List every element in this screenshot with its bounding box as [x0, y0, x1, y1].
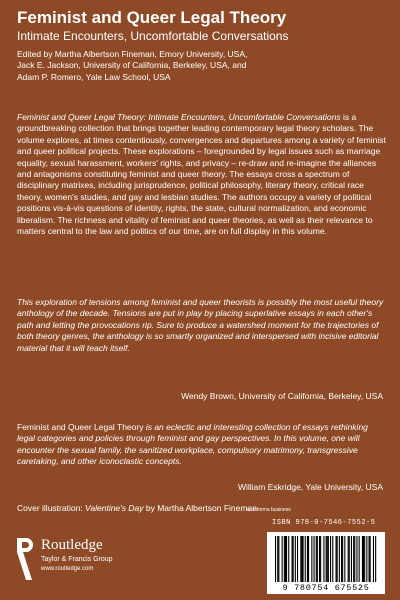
publisher-name: Routledge: [41, 537, 103, 553]
barcode-bar: [363, 536, 364, 582]
cover-credit-suffix: by Martha Albertson Fineman: [143, 503, 257, 513]
barcode-bar: [320, 536, 321, 582]
barcode-bar: [341, 536, 342, 582]
barcode-bar: [282, 536, 283, 582]
book-title: Feminist and Queer Legal Theory: [17, 8, 287, 27]
editor-line: Edited by Martha Albertson Fineman, Emory University, USA,: [17, 49, 248, 59]
barcode-bar: [285, 536, 286, 582]
barcode-bar: [353, 536, 354, 582]
barcode-bar: [336, 536, 337, 582]
barcode-bar: [351, 536, 352, 582]
barcode-bar: [303, 536, 304, 582]
barcode-bar: [326, 536, 327, 582]
barcode-bar: [317, 536, 318, 582]
description-title: Feminist and Queer Legal Theory: Intimate Encounters, Uncomfortable Conversations: [17, 112, 341, 122]
barcode-bar: [286, 536, 287, 582]
barcode-bar: [308, 536, 309, 582]
praise-quote-2-text: is an eclectic and interesting collection of essays rethinking legal categories and policies through feminist and gay perspectives. In this volume, one will encounter the sexual family, the sanitized workplace, compulsory matrimony, transgressive caretaking, and other iconoclastic concepts.: [17, 422, 368, 467]
barcode-bar: [275, 536, 276, 582]
informa-tagline: an informa business: [246, 507, 291, 513]
barcode-bar: [277, 536, 278, 582]
editor-line: Adam P. Romero, Yale Law School, USA: [17, 71, 171, 82]
publisher-group: Taylor & Francis Group: [41, 556, 113, 563]
barcode-digits: 9 780754 675525: [267, 583, 385, 594]
barcode-bar: [370, 536, 371, 582]
barcode-bar: [364, 536, 365, 582]
book-description: [17, 112, 387, 237]
barcode-bar: [316, 536, 317, 582]
barcode-bar: [349, 536, 350, 582]
barcode-bar: [332, 536, 333, 582]
barcode-bar: [328, 536, 329, 582]
barcode-bar: [339, 536, 340, 582]
barcode-bar: [344, 536, 345, 582]
barcode-bar: [314, 536, 315, 582]
barcode-bar: [323, 536, 324, 582]
cover-credit-work: Valentine's Day: [85, 503, 144, 513]
barcode-bar: [366, 536, 367, 582]
barcode-bar: [375, 536, 376, 582]
barcode-bar: [359, 536, 360, 582]
barcode-bar: [342, 536, 343, 582]
barcode-bar: [288, 536, 289, 582]
barcode-bar: [284, 536, 285, 582]
barcode-bar: [295, 536, 296, 582]
editor-line: Jack E. Jackson, University of California, Berkeley, USA, and: [17, 60, 247, 71]
praise-attribution-1: Wendy Brown, University of California, Berkeley, USA: [181, 391, 383, 401]
isbn-label: ISBN 978-0-7546-7552-5: [272, 519, 376, 527]
barcode-bar: [293, 536, 294, 582]
editors-block: [17, 49, 387, 83]
barcode-bars: [267, 532, 385, 584]
barcode-bar: [369, 536, 370, 582]
barcode-bar: [327, 536, 328, 582]
description-text: is a groundbreaking collection that brings together leading contemporary legal theory scholars. The volume explores, at times contentiously, convergences and departures among a variety of feminist and queer political projects. These explorations – foregrounded by legal issues such as marriage equality, sexual harassment, workers' rights, and privacy – re-draw and re-imagine the alliances and antagonisms constituting feminist and queer theory. The essays cross a spectrum of disciplinary matrixes, including jurisprudence, political philosophy, literary theory, critical race theory, women's studies, and gay and lesbian studies. The authors occupy a variety of political positions vis-à-vis questions of identity, rights, the state, cultural normalization, and economic liberalism. The richness and vitality of feminist and queer theories, as well as their relevance to matters central to the law and politics of our time, are on full display in this volume.: [17, 112, 386, 237]
barcode-bar: [305, 536, 306, 582]
barcode-bar: [292, 536, 293, 582]
cover-illustration-credit: [17, 503, 387, 514]
praise-quote-1: This exploration of tensions among feminist and queer theorists is possibly the most useful theory anthology of the decade. Tensions are put in play by placing superlative essays in each other's path and letting the provocations rip. Sure to produce a watershed moment for the trajectories of both theory genres, the anthology is so smartly organized and interspersed with incisive editorial material that it will teach itself.: [17, 297, 384, 353]
barcode-bar: [311, 536, 312, 582]
barcode-bar: [278, 536, 279, 582]
book-subtitle: Intimate Encounters, Uncomfortable Conversations: [17, 29, 289, 43]
cover-credit-prefix: Cover illustration:: [17, 503, 86, 513]
barcode-bar: [337, 536, 338, 582]
praise-attribution-2: William Eskridge, Yale University, USA: [237, 482, 383, 492]
barcode-bar: [307, 536, 308, 582]
barcode-bar: [300, 536, 301, 582]
barcode-bar: [297, 536, 298, 582]
barcode-bar: [373, 536, 374, 582]
barcode-bar: [319, 536, 320, 582]
praise-quote-2: [17, 422, 387, 468]
barcode-bar: [301, 536, 302, 582]
routledge-logo-icon: [15, 536, 37, 582]
barcode-bar: [362, 536, 363, 582]
barcode-bar: [348, 536, 349, 582]
praise-lead-title: Feminist and Queer Legal Theory: [17, 422, 144, 432]
publisher-url: www.routledge.com: [41, 566, 94, 572]
barcode-bar: [330, 536, 331, 582]
barcode-bar: [354, 536, 355, 582]
barcode-bar: [356, 536, 357, 582]
